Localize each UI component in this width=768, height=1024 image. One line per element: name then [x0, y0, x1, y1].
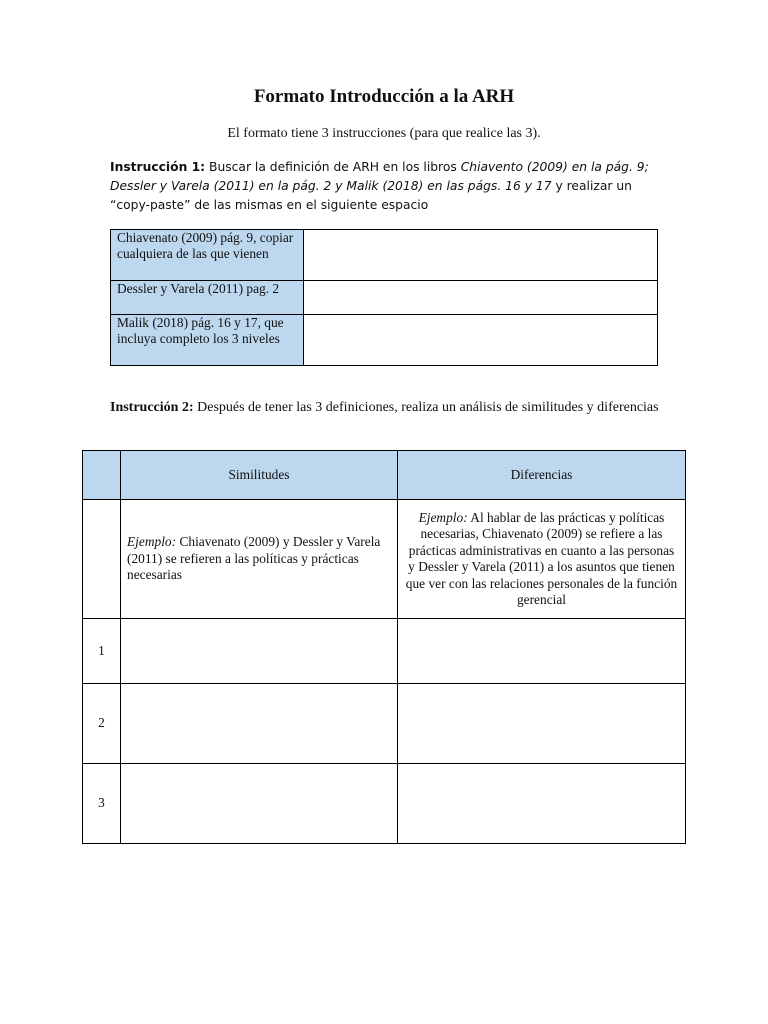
definitions-row	[111, 315, 658, 366]
analysis-header-row	[83, 451, 686, 500]
example-diferencias-label: Ejemplo:	[418, 509, 468, 525]
instruction-2-text: Después de tener las 3 definiciones, realiza un análisis de similitudes y diferencias	[193, 400, 659, 415]
analysis-example-row	[83, 500, 686, 619]
analysis-example-number	[83, 500, 121, 619]
instruction-2	[110, 398, 670, 417]
instruction-1-references: Chiavento (2009) en la pág. 9; Dessler y Varela (2011) en la pág. 2 y Malik (2018) en las págs. 16 y 17	[110, 160, 649, 193]
page-title: Formato Introducción a la ARH	[253, 86, 515, 107]
analysis-row-number: 3	[83, 764, 121, 844]
definitions-row	[111, 281, 658, 315]
analysis-row-similitudes[interactable]	[121, 619, 398, 684]
instruction-2-label: Instrucción 2:	[110, 400, 194, 415]
example-diferencias-text: Al hablar de las prácticas y políticas necesarias, Chiavenato (2009) se refiere a las prácticas administrativas en cuanto a las personas y Dessler y Varela (2011) a los asuntos que tienen que ver con las relaciones personales de la función gerencial	[405, 509, 678, 607]
page-subtitle: El formato tiene 3 instrucciones (para que realice las 3).	[227, 126, 541, 141]
analysis-row-diferencias[interactable]	[398, 684, 686, 764]
instruction-1-text-b: y realizar un “copy-paste” de las mismas en el siguiente espacio	[110, 179, 632, 212]
definitions-row-value[interactable]	[304, 230, 658, 281]
example-similitudes-text: Chiavenato (2009) y Dessler y Varela (2011) se refieren a las políticas y prácticas necesarias	[127, 534, 381, 583]
example-similitudes-label: Ejemplo:	[127, 534, 177, 550]
analysis-header-similitudes: Similitudes	[121, 451, 398, 500]
definitions-row-label: Dessler y Varela (2011) pag. 2	[111, 281, 304, 315]
analysis-row-number: 1	[83, 619, 121, 684]
analysis-row	[83, 764, 686, 844]
analysis-example-similitudes	[121, 500, 398, 619]
definitions-row-value[interactable]	[304, 281, 658, 315]
instruction-1-text-a: Buscar la definición de ARH en los libros	[205, 160, 461, 174]
analysis-row-diferencias[interactable]	[398, 619, 686, 684]
definitions-row-label: Malik (2018) pág. 16 y 17, que incluya completo los 3 niveles	[111, 315, 304, 366]
definitions-table	[110, 229, 658, 366]
analysis-header-diferencias: Diferencias	[398, 451, 686, 500]
instruction-1-label: Instrucción 1:	[110, 160, 206, 174]
analysis-row-similitudes[interactable]	[121, 764, 398, 844]
definitions-row-value[interactable]	[304, 315, 658, 366]
instruction-1	[110, 158, 670, 215]
analysis-row-number: 2	[83, 684, 121, 764]
analysis-row-diferencias[interactable]	[398, 764, 686, 844]
analysis-row	[83, 684, 686, 764]
definitions-row-label: Chiavenato (2009) pág. 9, copiar cualquiera de las que vienen	[111, 230, 304, 281]
analysis-row-similitudes[interactable]	[121, 684, 398, 764]
definitions-row	[111, 230, 658, 281]
analysis-header-number	[83, 451, 121, 500]
analysis-example-diferencias	[398, 500, 686, 619]
analysis-row	[83, 619, 686, 684]
analysis-table	[82, 450, 686, 844]
